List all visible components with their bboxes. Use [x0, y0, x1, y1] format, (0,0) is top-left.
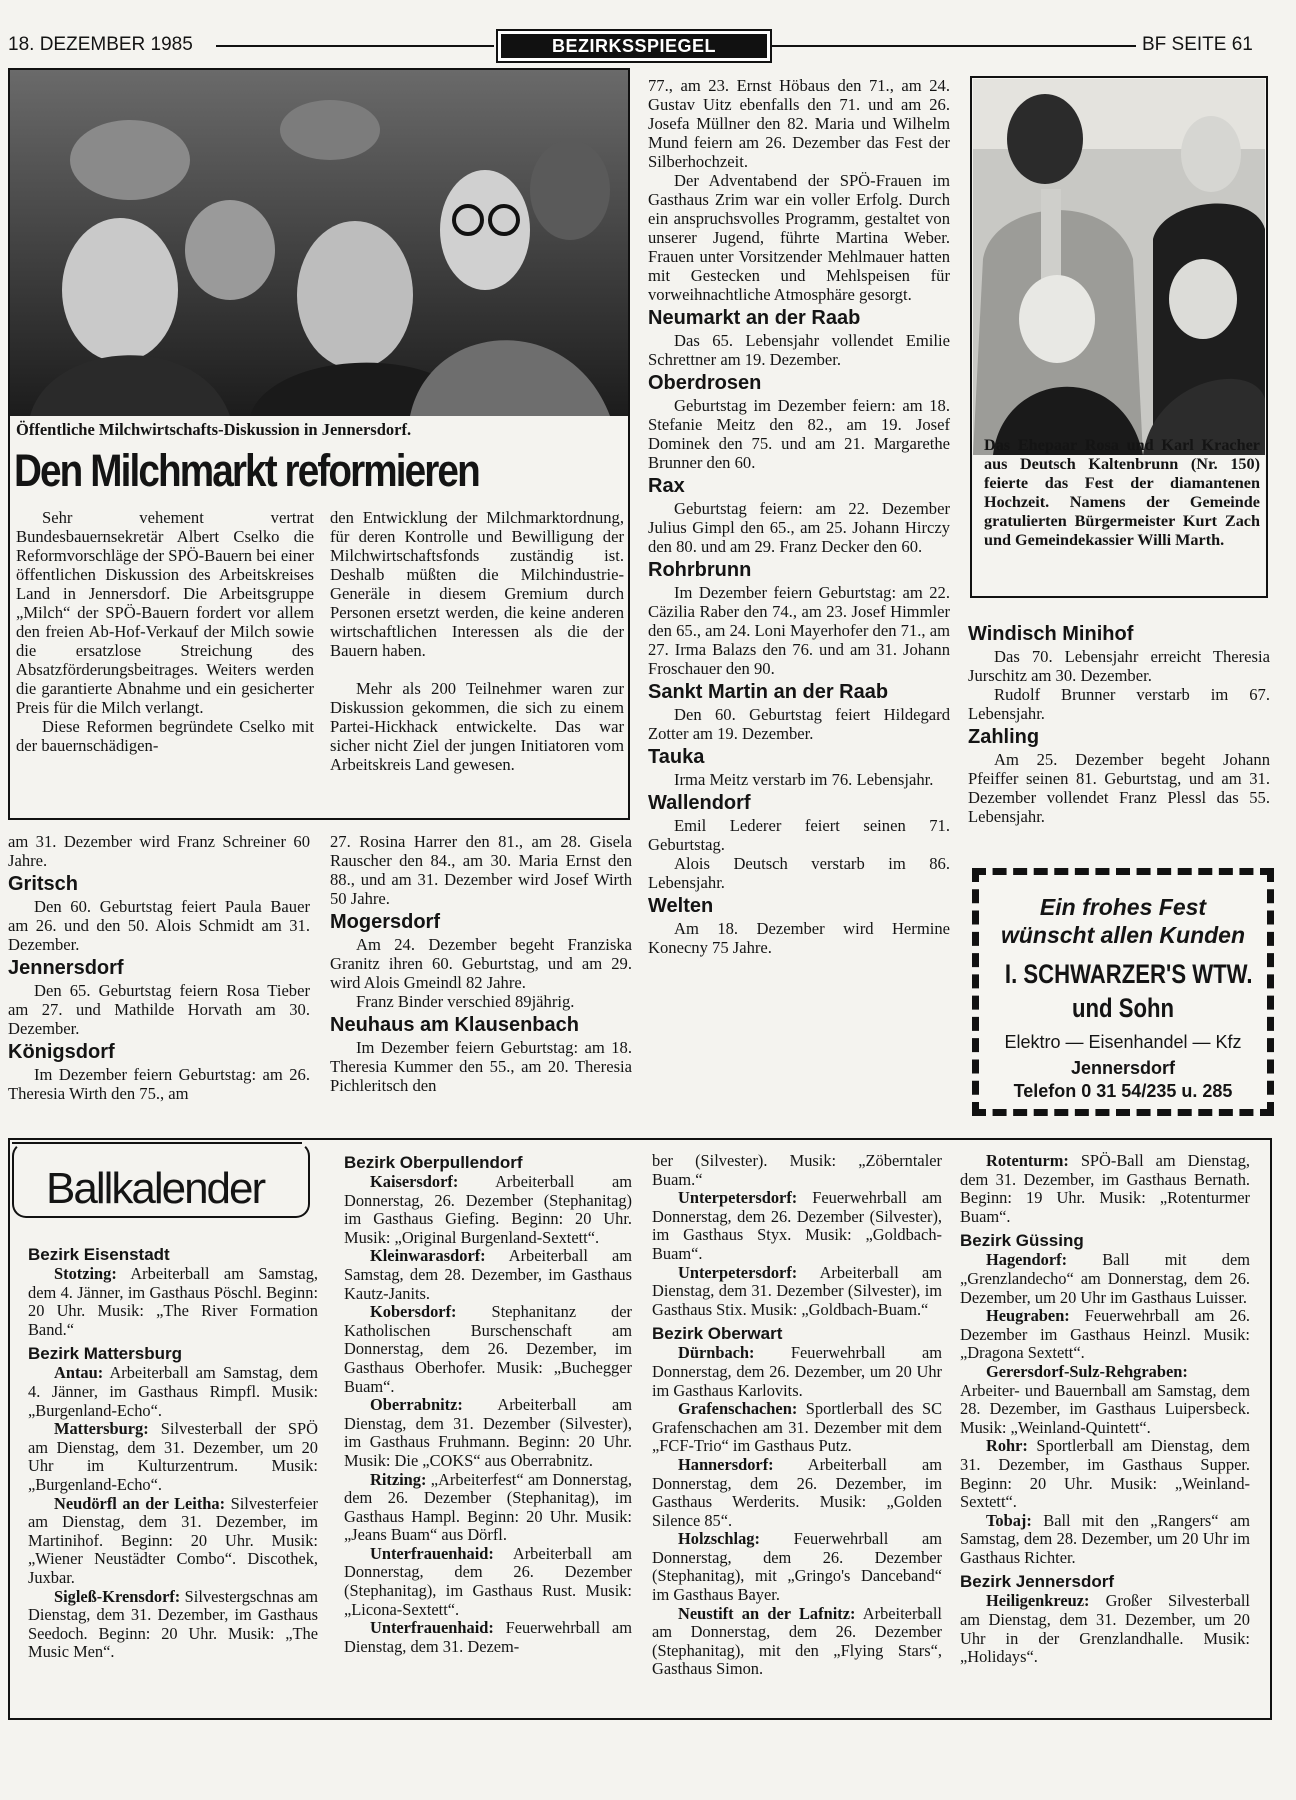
header-rule-right [772, 45, 1136, 47]
event-text: Sportlerball am Dienstag, dem 31. Dezember, im Gasthaus Supper. Beginn: 20 Uhr. Musik: „Weinland-Sextett“. [960, 1436, 1250, 1512]
section-text: Irma Meitz verstarb im 76. Lebensjahr. [674, 770, 934, 789]
section-title: Windisch Minihof [968, 623, 1134, 645]
event-entry [28, 1265, 318, 1339]
article-col1-para: Sehr vehement vertrat Bundesbauernsekretär Albert Cselko die Reformvorschläge der SPÖ-Bauern bei einer öffentlichen Diskussion des Arbeitskreises Land in Jennersdorf. Die Arbeitsgruppe „Milch“ der SPÖ-Bauern fordert vor allem den freien Ab-Hof-Verkauf der Milch sowie die ersatzlose Streichung des Absatzförderungsbeitrages. Weiters werden die garantierte Abnahme und ein gesicherter Preis für die Milch verlangt. [16, 508, 314, 717]
event-text: Silvestergschnas am Dienstag, dem 31. Dezember, im Gasthaus Seedoch. Beginn: 20 Uhr. Musik: „The Music Men“. [28, 1586, 318, 1662]
event-entry [652, 1530, 942, 1604]
event-text: Silvesterball der SPÖ am Dienstag, dem 31. Dezember, um 20 Uhr im Kulturzentrum. Musik: „Burgenland-Echo“. [28, 1419, 318, 1494]
ad-line-6: Jennersdorf [1070, 1058, 1176, 1078]
section-label [496, 29, 772, 63]
event-entry [344, 1173, 632, 1247]
section-title: Wallendorf [648, 792, 751, 814]
section-text: Alois Deutsch verstarb im 86. Lebensjahr. [648, 854, 950, 892]
event-entry [960, 1512, 1250, 1568]
event-place: Neudörfl an der Leitha: [54, 1493, 226, 1513]
ballkalender-column-4 [960, 1152, 1250, 1667]
event-place: Antau: [54, 1363, 104, 1383]
column-b-intro: 27. Rosina Harrer den 81., am 28. Gisela Rauscher den 84., am 30. Maria Ernst den 88., und am 31. Dezember wird Josef Wirth 50 Jahre. [330, 832, 632, 908]
section-text: Rudolf Brunner verstarb im 67. Lebensjahr. [968, 685, 1270, 723]
ad-box [972, 868, 1274, 1116]
event-place: Stotzing: [54, 1264, 117, 1283]
section-text: Das 70. Lebensjahr erreicht Theresia Jurschitz am 30. Dezember. [968, 647, 1270, 685]
event-place: Heugraben: [986, 1306, 1070, 1326]
event-place: Neustift an der Lafnitz: [678, 1603, 856, 1623]
header-date: 18. DEZEMBER 1985 [8, 34, 193, 55]
section-title: Mogersdorf [330, 911, 440, 933]
event-place: Rotenturm: [986, 1151, 1069, 1170]
event-entry [344, 1471, 632, 1545]
photo-diamond-wedding-image [973, 79, 1265, 455]
event-text: Sportlerball des SC Grafenschachen am 31. Dezember mit dem „FCF-Trio“ im Gasthaus Putz. [652, 1399, 942, 1456]
event-entry [652, 1152, 942, 1189]
event-entry [28, 1364, 318, 1420]
event-entry [960, 1437, 1250, 1511]
event-entry [344, 1396, 632, 1470]
event-text: Arbeiterball am Dienstag, dem 31. Dezember (Silvester), im Gasthaus Fruhmann. Beginn: 20 Uhr. Musik: Die „COKS“ aus Oberrabnitz. [344, 1395, 632, 1470]
column-c-intro: 77., am 23. Ernst Höbaus den 71., am 24. Gustav Uitz ebenfalls den 71. und am 26. Josefa Müllner den 82. Maria und Wilhelm Mund feiern am 26. Dezember das Fest der Silberhochzeit. [648, 76, 950, 171]
event-text: Arbeiterball am Donnerstag, dem 26. Dezember, im Gasthaus Werderits. Musik: „Golden Silence 85“. [652, 1454, 942, 1530]
event-text: Feuerwehrball am Donnerstag, dem 26. Dezember, um 20 Uhr im Gasthaus Karlovits. [652, 1343, 942, 1400]
event-entry [960, 1307, 1250, 1363]
event-place: Sigleß-Krensdorf: [54, 1586, 181, 1606]
column-a-intro: am 31. Dezember wird Franz Schreiner 60 Jahre. [8, 832, 310, 870]
photo-diamond-wedding [973, 79, 1265, 455]
section-text: Im Dezember feiern Geburtstag: am 26. Theresia Wirth den 75., am [8, 1065, 310, 1103]
section-title: Sankt Martin an der Raab [648, 681, 889, 703]
section-text: Im Dezember feiern Geburtstag: am 18. Theresia Kummer den 55., am 20. Theresia Pichleritsch den [330, 1038, 632, 1095]
ad-line-1: Ein frohes Fest [1039, 894, 1207, 920]
event-entry [28, 1495, 318, 1588]
column-b [330, 832, 632, 1095]
section-text: Das 65. Lebensjahr vollendet Emilie Schrettner am 19. Dezember. [648, 331, 950, 369]
section-label-inner: BEZIRKSSPIEGEL [501, 34, 767, 58]
event-place: Holzschlag: [678, 1529, 760, 1549]
district-title: Bezirk Jennersdorf [960, 1572, 1114, 1592]
section-text: Emil Lederer feiert seinen 71. Geburtstag. [648, 816, 950, 854]
event-text: Feuerwehrball am Dienstag, dem 31. Dezem- [344, 1618, 632, 1656]
section-text: Am 25. Dezember begeht Johann Pfeiffer seinen 81. Geburtstag, und am 31. Dezember vollendet Franz Plessl das 55. Lebensjahr. [968, 750, 1270, 826]
page-number: BF SEITE 61 [1142, 34, 1253, 55]
event-place: Kaisersdorf: [370, 1172, 459, 1191]
event-text: Stephanitanz der Katholischen Burschenschaft am Donnerstag, dem 26. Dezember, im Gasthaus Oberhofer. Musik: „Buchegger Buam“. [344, 1302, 632, 1396]
event-place: Unterfrauenhaid: [370, 1618, 494, 1638]
district-title: Bezirk Güssing [960, 1231, 1084, 1251]
event-place: Oberrabnitz: [370, 1395, 463, 1415]
ad-phone: Telefon 0 31 54/235 u. 285 [1013, 1081, 1233, 1101]
district-title: Bezirk Eisenstadt [28, 1245, 170, 1264]
ballkalender-column-1 [28, 1244, 318, 1662]
section-title: Gritsch [8, 873, 79, 895]
event-entry [344, 1247, 632, 1303]
event-text: Arbeiterball am Dienstag, dem 31. Dezember (Silvester), im Gasthaus Stix. Musik: „Goldbach-Buam.“ [652, 1262, 942, 1319]
column-a [8, 832, 310, 1103]
event-text: Arbeiterball am Samstag, dem 4. Jänner, im Gasthaus Pöschl. Beginn: 20 Uhr. Musik: „The River Formation Band.“ [28, 1264, 318, 1339]
ad-line-2: wünscht allen Kunden [1000, 922, 1246, 948]
photo-milk-discussion-image [10, 70, 628, 416]
event-text: Arbeiterball am Donnerstag, dem 26. Dezember (Stephanitag), im Gasthaus Rust. Musik: „Licona-Sextett“. [344, 1543, 632, 1619]
article-column-2 [330, 508, 624, 774]
section-title: Zahling [968, 726, 1040, 748]
article-column-1 [16, 508, 314, 755]
event-entry [344, 1545, 632, 1619]
ballkalender-title-box [12, 1142, 310, 1218]
ballkalender-column-2 [344, 1152, 632, 1656]
section-title: Neumarkt an der Raab [648, 307, 861, 329]
ad-line-4: und Sohn [1071, 993, 1175, 1023]
ballkalender-title: Ballkalender [42, 1164, 268, 1214]
section-text: Am 24. Dezember begeht Franziska Granitz ihren 60. Geburtstag, und am 29. wird Alois Gmeindl 82 Jahre. [330, 935, 632, 992]
event-entry [652, 1344, 942, 1400]
event-place: Kleinwarasdorf: [370, 1246, 486, 1266]
section-title: Neuhaus am Klausenbach [330, 1014, 579, 1036]
column-c [648, 76, 950, 957]
district-title: Bezirk Oberpullendorf [344, 1153, 523, 1172]
section-title: Rohrbrunn [648, 559, 752, 581]
section-text: Geburtstag im Dezember feiern: am 18. Stefanie Meitz den 82., am 19. Josef Dominek den 75. und am 21. Margarethe Brunner den 60. [648, 396, 950, 472]
event-place: Unterpetersdorf: [678, 1188, 798, 1208]
event-text: Feuerwehrball am 26. Dezember im Gasthaus Heinzl. Musik: „Dragona Sextett“. [960, 1306, 1250, 1363]
event-text: Arbeiterball am Samstag, dem 4. Jänner, im Gasthaus Rimpfl. Musik: „Burgenland-Echo“. [28, 1363, 318, 1420]
photo-caption-2: Das Ehepaar Rosa und Karl Kracher aus Deutsch Kaltenbrunn (Nr. 150) feierte das Fest der diamantenen Hochzeit. Namens der Gemeinde gratulierten Bürgermeister Kurt Zach und Gemeindekassier Willi Marth. [984, 436, 1260, 549]
ad-company-name: I. SCHWARZER'S WTW. [1004, 959, 1253, 989]
event-place: Kobersdorf: [370, 1302, 457, 1322]
photo-caption-1: Öffentliche Milchwirtschafts-Diskussion in Jennersdorf. [16, 420, 412, 439]
event-place: Mattersburg: [54, 1419, 149, 1439]
event-text: Feuerwehrball am Donnerstag, dem 26. Dezember (Silvester), im Gasthaus Styx. Musik: „Goldbach-Buam“. [652, 1188, 942, 1263]
article-headline: Den Milchmarkt reformieren [14, 445, 479, 496]
section-text: Im Dezember feiern Geburtstag: am 22. Cäzilia Raber den 74., am 23. Josef Himmler den 65., am 24. Loni Mayerhofer den 71., am 27. Irma Balazs den 76. und am 31. Johann Froschauer den 90. [648, 583, 950, 678]
article-col2-para: den Entwicklung der Milchmarktordnung, für deren Kontrolle und Bewilligung der Milchwirtschaftsfonds zuständig ist. Deshalb müßten die Milchindustrie-Generäle in diesem Gremium durch Personen ersetzt werden, die keine anderen wirtschaftlichen Interessen als die der Bauern haben. [330, 508, 624, 660]
section-title: Königsdorf [8, 1041, 115, 1063]
event-entry [652, 1456, 942, 1530]
photo-milk-discussion [10, 70, 628, 416]
event-place: Ritzing: [370, 1469, 427, 1489]
event-entry [652, 1605, 942, 1679]
column-d [968, 620, 1270, 826]
event-text: Ball mit dem „Grenzlandecho“ am Donnerstag, dem 26. Dezember, um 20 Uhr im Gasthaus Luisser. [960, 1250, 1250, 1307]
section-text: Den 65. Geburtstag feiern Rosa Tieber am 27. und Mathilde Horvath am 30. Dezember. [8, 981, 310, 1038]
section-text: Franz Binder verschied 89jährig. [356, 992, 575, 1011]
event-place: Tobaj: [986, 1510, 1032, 1530]
title-top-left-rule [12, 1142, 302, 1144]
event-entry [28, 1420, 318, 1494]
section-text: Den 60. Geburtstag feiert Paula Bauer am 26. und den 50. Alois Schmidt am 31. Dezember. [8, 897, 310, 954]
event-place: Unterpetersdorf: [678, 1262, 798, 1282]
article-col1-para: Diese Reformen begründete Cselko mit der bauernschädigen- [16, 717, 314, 755]
event-place: Rohr: [986, 1436, 1028, 1456]
column-c-intro: Der Adventabend der SPÖ-Frauen im Gasthaus Zrim war ein voller Erfolg. Durch ein anspruchsvolles Programm, gestaltet von unserer Jugend, führte Martina Weber. Frauen unter Vorsitzender Mehlmauer hatten mit Gestecken und Mehlspeisen für vorweihnachtliche Atmosphäre gesorgt. [648, 171, 950, 304]
section-title: Tauka [648, 746, 705, 768]
event-entry [652, 1264, 942, 1320]
event-entry [960, 1152, 1250, 1226]
event-text: Großer Silvesterball am Dienstag, dem 31. Dezember, um 20 Uhr in der Grenzlandhalle. Musik: „Holidays“. [960, 1591, 1250, 1667]
event-text: Arbeiter- und Bauernball am Samstag, dem 28. Dezember, im Gasthaus Luipersbeck. Musik: „Weinland-Quintett“. [960, 1380, 1250, 1437]
section-text: Am 18. Dezember wird Hermine Konecny 75 Jahre. [648, 919, 950, 957]
article-col2-para: Mehr als 200 Teilnehmer waren zur Diskussion gekommen, die sich zu einem Partei-Hickhack entwickelte. Das war sicher nicht Ziel der jungen Initiatoren vom Arbeitskreis Land gewesen. [330, 679, 624, 774]
event-entry [652, 1400, 942, 1456]
event-entry [960, 1363, 1250, 1437]
event-entry [652, 1189, 942, 1263]
event-text: SPÖ-Ball am Dienstag, dem 31. Dezember, im Gasthaus Bernath. Beginn: 19 Uhr. Musik: „Rotenturmer Buam“. [960, 1151, 1250, 1226]
event-place: Unterfrauenhaid: [370, 1543, 494, 1563]
ballkalender-column-3 [652, 1152, 942, 1679]
event-text: Arbeiterball am Donnerstag, dem 26. Dezember (Stephanitag), mit den „Flying Stars“, Gasthaus Simon. [652, 1603, 942, 1679]
event-place: Dürnbach: [678, 1343, 755, 1363]
event-text: „Arbeiterfest“ am Donnerstag, dem 26. Dezember (Stephanitag), im Gasthaus Hampl. Beginn: 20 Uhr. Musik: „Jeans Buam“ aus Dörfl. [344, 1469, 632, 1545]
section-title: Welten [648, 895, 714, 917]
section-title: Rax [648, 475, 685, 497]
event-entry [28, 1588, 318, 1662]
event-entry [344, 1619, 632, 1656]
event-place: Grafenschachen: [678, 1399, 798, 1419]
ad-line-5: Elektro — Eisenhandel — Kfz [1004, 1032, 1242, 1052]
event-place: Gerersdorf-Sulz-Rehgraben: [986, 1361, 1188, 1381]
event-place: Hannersdorf: [678, 1454, 774, 1474]
district-title: Bezirk Oberwart [652, 1324, 783, 1344]
event-text: Arbeiterball am Donnerstag, 26. Dezember (Stephanitag) im Gasthaus Giefing. Beginn: 20 Uhr. Musik: „Original Burgenland-Sextett“. [344, 1172, 632, 1247]
section-text: Den 60. Geburtstag feiert Hildegard Zotter am 19. Dezember. [648, 705, 950, 743]
section-title: Jennersdorf [8, 957, 124, 979]
header-rule-left [216, 45, 494, 47]
section-title: Oberdrosen [648, 372, 762, 394]
event-place: Heiligenkreuz: [986, 1591, 1090, 1611]
district-title: Bezirk Mattersburg [28, 1344, 182, 1364]
section-text: Geburtstag feiern: am 22. Dezember Julius Gimpl den 65., am 25. Johann Hirczy den 80. und am 29. Franz Decker den 60. [648, 499, 950, 556]
event-text: Feuerwehrball am Donnerstag, dem 26. Dezember (Stephanitag), mit „Gringo's Danceband“ im Gasthaus Bayer. [652, 1529, 942, 1605]
event-entry [960, 1251, 1250, 1307]
event-entry [344, 1303, 632, 1396]
event-text: Ball mit den „Rangers“ am Samstag, dem 28. Dezember, um 20 Uhr im Gasthaus Richter. [960, 1510, 1250, 1567]
event-entry [960, 1592, 1250, 1666]
event-text: ber (Silvester). Musik: „Zöberntaler Buam.“ [652, 1151, 942, 1189]
event-text: Silvesterfeier am Dienstag, dem 31. Dezember, im Martinihof. Beginn: 20 Uhr. Musik: „Wiener Neustädter Combo“. Discothek, Juxbar. [28, 1493, 318, 1587]
event-text: Arbeiterball am Samstag, dem 28. Dezember, im Gasthaus Kautz-Janits. [344, 1246, 632, 1303]
event-place: Hagendorf: [986, 1250, 1068, 1270]
